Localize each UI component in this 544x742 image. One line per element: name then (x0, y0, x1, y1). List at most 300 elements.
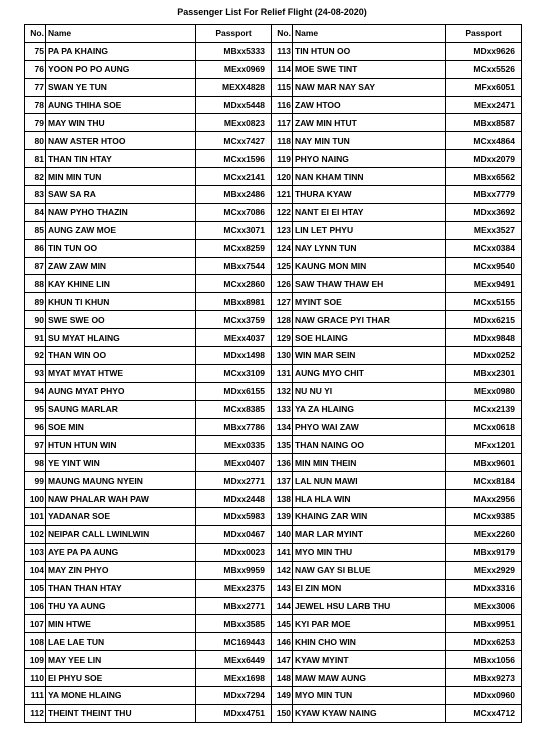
table-row (272, 454, 522, 472)
table-row (272, 651, 522, 669)
passenger-number: 135 (272, 436, 293, 454)
table-row (25, 615, 272, 633)
passport-number: MExx2471 (446, 96, 522, 114)
passenger-name: YA ZA HLAING (293, 400, 446, 418)
passport-number: MCxx0618 (446, 418, 522, 436)
passport-number: MDxx6215 (446, 311, 522, 329)
passport-number: MDxx3316 (446, 579, 522, 597)
passenger-name: KHAING ZAR WIN (293, 508, 446, 526)
table-row (272, 293, 522, 311)
passport-number: MBxx9273 (446, 669, 522, 687)
passenger-name: TIN TUN OO (46, 239, 196, 257)
table-row (25, 168, 272, 186)
table-row (272, 508, 522, 526)
passenger-number: 101 (25, 508, 46, 526)
passport-number: MAxx2956 (446, 490, 522, 508)
passenger-number: 130 (272, 347, 293, 365)
passport-number: MCxx2141 (196, 168, 272, 186)
passenger-number: 107 (25, 615, 46, 633)
passenger-number: 134 (272, 418, 293, 436)
passenger-number: 97 (25, 436, 46, 454)
passenger-number: 96 (25, 418, 46, 436)
passenger-number: 89 (25, 293, 46, 311)
passport-number: MDxx5983 (196, 508, 272, 526)
passenger-number: 125 (272, 257, 293, 275)
passport-number: MExx9491 (446, 275, 522, 293)
passenger-number: 79 (25, 114, 46, 132)
table-row (25, 454, 272, 472)
table-row (272, 704, 522, 722)
table-row (25, 114, 272, 132)
passenger-number: 100 (25, 490, 46, 508)
passport-number: MExx0823 (196, 114, 272, 132)
passenger-number: 119 (272, 150, 293, 168)
passenger-name: NAW GAY SI BLUE (293, 561, 446, 579)
table-row (25, 508, 272, 526)
table-row (25, 633, 272, 651)
passport-number: MCxx2139 (446, 400, 522, 418)
passenger-number: 139 (272, 508, 293, 526)
passport-number: MDxx0023 (196, 543, 272, 561)
passport-number: MC169443 (196, 633, 272, 651)
passport-number: MDxx3692 (446, 203, 522, 221)
passenger-number: 104 (25, 561, 46, 579)
passport-number: MCxx3109 (196, 364, 272, 382)
passenger-name: NAY LYNN TUN (293, 239, 446, 257)
table-row (272, 78, 522, 96)
passenger-number: 95 (25, 400, 46, 418)
passenger-number: 147 (272, 651, 293, 669)
passenger-name: LIN LET PHYU (293, 221, 446, 239)
passenger-number: 102 (25, 525, 46, 543)
passenger-number: 91 (25, 329, 46, 347)
passport-number: MBxx9179 (446, 543, 522, 561)
passenger-number: 124 (272, 239, 293, 257)
passenger-name: NAN KHAM TINN (293, 168, 446, 186)
table-row (25, 150, 272, 168)
passenger-number: 106 (25, 597, 46, 615)
passport-number: MExx6449 (196, 651, 272, 669)
passport-number: MDxx6155 (196, 382, 272, 400)
passenger-name: EI ZIN MON (293, 579, 446, 597)
table-row (25, 382, 272, 400)
passenger-name: KYAW MYINT (293, 651, 446, 669)
passenger-name: MIN MIN THEIN (293, 454, 446, 472)
passenger-number: 103 (25, 543, 46, 561)
table-row (272, 257, 522, 275)
table-row (25, 347, 272, 365)
passenger-number: 118 (272, 132, 293, 150)
passenger-number: 98 (25, 454, 46, 472)
table-row (272, 42, 522, 60)
passenger-number: 129 (272, 329, 293, 347)
passenger-name: KAY KHINE LIN (46, 275, 196, 293)
passenger-name: MIN MIN TUN (46, 168, 196, 186)
passport-number: MDxx2079 (446, 150, 522, 168)
passenger-name: MIN HTWE (46, 615, 196, 633)
passport-number: MBxx7544 (196, 257, 272, 275)
table-row (272, 579, 522, 597)
table-row (272, 60, 522, 78)
passport-number: MDxx9848 (446, 329, 522, 347)
passport-number: MCxx3759 (196, 311, 272, 329)
passport-number: MBxx8981 (196, 293, 272, 311)
table-row (272, 633, 522, 651)
passenger-name: AUNG MYO CHIT (293, 364, 446, 382)
passport-number: MDxx0467 (196, 525, 272, 543)
table-row (25, 400, 272, 418)
passenger-name: MYO MIN THU (293, 543, 446, 561)
passenger-name: LAE LAE TUN (46, 633, 196, 651)
document-title: Passenger List For Relief Flight (24-08-2020) (177, 7, 367, 17)
passport-number: MDxx1498 (196, 347, 272, 365)
passenger-name: YA MONE HLAING (46, 686, 196, 704)
passport-number: MCxx8385 (196, 400, 272, 418)
passport-number: MCxx5526 (446, 60, 522, 78)
passport-number: MBxx1056 (446, 651, 522, 669)
passenger-number: 150 (272, 704, 293, 722)
passenger-name: PA PA KHAING (46, 42, 196, 60)
passenger-name: MAY ZIN PHYO (46, 561, 196, 579)
passport-number: MExx0335 (196, 436, 272, 454)
table-row (25, 221, 272, 239)
table-row (272, 168, 522, 186)
header-no: No. (272, 25, 293, 43)
passport-number: MBxx7786 (196, 418, 272, 436)
table-row (25, 311, 272, 329)
passenger-name: YADANAR SOE (46, 508, 196, 526)
passenger-number: 141 (272, 543, 293, 561)
passenger-name: ZAW ZAW MIN (46, 257, 196, 275)
passport-number: MDxx0252 (446, 347, 522, 365)
passport-number: MDxx5448 (196, 96, 272, 114)
passenger-name: THU YA AUNG (46, 597, 196, 615)
passenger-name: MAR LAR MYINT (293, 525, 446, 543)
passenger-number: 113 (272, 42, 293, 60)
passenger-name: NAW MAR NAY SAY (293, 78, 446, 96)
passenger-number: 114 (272, 60, 293, 78)
passenger-name: MYINT SOE (293, 293, 446, 311)
table-row (272, 490, 522, 508)
table-row (25, 704, 272, 722)
passenger-number: 136 (272, 454, 293, 472)
table-row (25, 364, 272, 382)
passenger-number: 85 (25, 221, 46, 239)
passenger-name: WIN MAR SEIN (293, 347, 446, 365)
passenger-name: MAW MAW AUNG (293, 669, 446, 687)
passenger-name: KYAW KYAW NAING (293, 704, 446, 722)
passenger-name: SU MYAT HLAING (46, 329, 196, 347)
passport-number: MCxx7427 (196, 132, 272, 150)
table-row (25, 472, 272, 490)
passport-number: MFxx1201 (446, 436, 522, 454)
passport-number: MCxx0384 (446, 239, 522, 257)
passenger-rows-right (272, 42, 522, 722)
table-row (272, 203, 522, 221)
passenger-number: 144 (272, 597, 293, 615)
passenger-number: 82 (25, 168, 46, 186)
passenger-name: ZAW HTOO (293, 96, 446, 114)
passenger-rows-left (25, 42, 272, 722)
passport-number: MExx0980 (446, 382, 522, 400)
passenger-name: SWE SWE OO (46, 311, 196, 329)
passenger-number: 77 (25, 78, 46, 96)
passenger-number: 76 (25, 60, 46, 78)
passenger-number: 145 (272, 615, 293, 633)
table-row (272, 472, 522, 490)
passenger-name: THAN NAING OO (293, 436, 446, 454)
passport-number: MBxx2486 (196, 186, 272, 204)
passport-number: MBxx7779 (446, 186, 522, 204)
table-row (25, 543, 272, 561)
passport-number: MExx2929 (446, 561, 522, 579)
passport-number: MExx3527 (446, 221, 522, 239)
passport-number: MExx2375 (196, 579, 272, 597)
passenger-number: 78 (25, 96, 46, 114)
passenger-name: TIN HTUN OO (293, 42, 446, 60)
table-row (272, 347, 522, 365)
passenger-name: PHYO WAI ZAW (293, 418, 446, 436)
passenger-number: 87 (25, 257, 46, 275)
table-row (272, 543, 522, 561)
table-row (25, 525, 272, 543)
passenger-name: MAY YEE LIN (46, 651, 196, 669)
passenger-number: 142 (272, 561, 293, 579)
table-row (272, 221, 522, 239)
passenger-number: 111 (25, 686, 46, 704)
header-passport: Passport (446, 25, 522, 43)
passport-number: MBxx9951 (446, 615, 522, 633)
passport-number: MDxx7294 (196, 686, 272, 704)
table-row (272, 436, 522, 454)
passenger-name: NAW PHALAR WAH PAW (46, 490, 196, 508)
passenger-name: EI PHYU SOE (46, 669, 196, 687)
passenger-name: THAN TIN HTAY (46, 150, 196, 168)
table-row (272, 132, 522, 150)
passenger-number: 108 (25, 633, 46, 651)
table-row (25, 418, 272, 436)
table-row (25, 239, 272, 257)
passenger-name: THAN THAN HTAY (46, 579, 196, 597)
passenger-number: 81 (25, 150, 46, 168)
passport-number: MDxx6253 (446, 633, 522, 651)
passport-number: MDxx2448 (196, 490, 272, 508)
passport-number: MBxx5333 (196, 42, 272, 60)
passenger-number: 143 (272, 579, 293, 597)
table-row (272, 150, 522, 168)
passport-number: MExx3006 (446, 597, 522, 615)
passport-number: MBxx6562 (446, 168, 522, 186)
passenger-number: 140 (272, 525, 293, 543)
passenger-name: SOE HLAING (293, 329, 446, 347)
passenger-table-right (271, 24, 522, 723)
passport-number: MCxx9540 (446, 257, 522, 275)
passenger-number: 84 (25, 203, 46, 221)
passport-number: MCxx4712 (446, 704, 522, 722)
passenger-number: 117 (272, 114, 293, 132)
passenger-name: AYE PA PA AUNG (46, 543, 196, 561)
passenger-number: 92 (25, 347, 46, 365)
passenger-number: 132 (272, 382, 293, 400)
passenger-name: KYI PAR MOE (293, 615, 446, 633)
passenger-name: MYO MIN TUN (293, 686, 446, 704)
passport-number: MExx0407 (196, 454, 272, 472)
passenger-number: 112 (25, 704, 46, 722)
passenger-number: 88 (25, 275, 46, 293)
passenger-name: HTUN HTUN WIN (46, 436, 196, 454)
table-row (272, 329, 522, 347)
passenger-name: NAY MIN TUN (293, 132, 446, 150)
passenger-table-left (24, 24, 272, 723)
passenger-name: NU NU YI (293, 382, 446, 400)
passenger-name: MYAT MYAT HTWE (46, 364, 196, 382)
passenger-number: 110 (25, 669, 46, 687)
header-name: Name (293, 25, 446, 43)
passenger-name: HLA HLA WIN (293, 490, 446, 508)
table-row (25, 669, 272, 687)
passport-number: MCxx4864 (446, 132, 522, 150)
passenger-name: YE YINT WIN (46, 454, 196, 472)
passenger-number: 90 (25, 311, 46, 329)
passport-number: MCxx2860 (196, 275, 272, 293)
table-row (25, 42, 272, 60)
passenger-number: 131 (272, 364, 293, 382)
passenger-number: 128 (272, 311, 293, 329)
table-row (25, 257, 272, 275)
passport-number: MDxx9626 (446, 42, 522, 60)
passenger-number: 93 (25, 364, 46, 382)
passenger-name: SOE MIN (46, 418, 196, 436)
table-row (272, 114, 522, 132)
passport-number: MBxx8587 (446, 114, 522, 132)
table-row (272, 364, 522, 382)
passenger-number: 109 (25, 651, 46, 669)
passenger-name: SAW THAW THAW EH (293, 275, 446, 293)
passenger-name: NEIPAR CALL LWINLWIN (46, 525, 196, 543)
passenger-number: 137 (272, 472, 293, 490)
passenger-name: AUNG MYAT PHYO (46, 382, 196, 400)
passenger-name: SAW SA RA (46, 186, 196, 204)
passenger-number: 127 (272, 293, 293, 311)
passenger-number: 133 (272, 400, 293, 418)
passport-number: MExx0969 (196, 60, 272, 78)
table-row (272, 96, 522, 114)
passenger-name: NAW ASTER HTOO (46, 132, 196, 150)
passport-number: MCxx7086 (196, 203, 272, 221)
passenger-number: 149 (272, 686, 293, 704)
table-row (272, 418, 522, 436)
passport-number: MDxx4751 (196, 704, 272, 722)
passenger-number: 121 (272, 186, 293, 204)
passport-number: MExx1698 (196, 669, 272, 687)
table-row (272, 311, 522, 329)
table-row (25, 329, 272, 347)
passenger-name: THURA KYAW (293, 186, 446, 204)
passenger-name: NANT EI EI HTAY (293, 203, 446, 221)
passenger-number: 83 (25, 186, 46, 204)
table-row (25, 561, 272, 579)
table-row (272, 597, 522, 615)
passenger-number: 80 (25, 132, 46, 150)
passport-number: MCxx3071 (196, 221, 272, 239)
passport-number: MBxx2301 (446, 364, 522, 382)
passenger-name: JEWEL HSU LARB THU (293, 597, 446, 615)
table-row (25, 186, 272, 204)
table-row (25, 293, 272, 311)
passenger-name: THEINT THEINT THU (46, 704, 196, 722)
passenger-number: 94 (25, 382, 46, 400)
table-row (25, 651, 272, 669)
table-row (25, 597, 272, 615)
passenger-name: AUNG THIHA SOE (46, 96, 196, 114)
passenger-number: 148 (272, 669, 293, 687)
passenger-number: 138 (272, 490, 293, 508)
passenger-name: NAW PYHO THAZIN (46, 203, 196, 221)
passport-number: MDxx2771 (196, 472, 272, 490)
table-row (272, 275, 522, 293)
passport-number: MBxx9601 (446, 454, 522, 472)
passport-number: MExx4037 (196, 329, 272, 347)
table-row (272, 239, 522, 257)
passenger-number: 75 (25, 42, 46, 60)
passport-number: MCxx8184 (446, 472, 522, 490)
table-row (25, 96, 272, 114)
passenger-name: NAW GRACE PYI THAR (293, 311, 446, 329)
table-row (272, 186, 522, 204)
passenger-name: LAL NUN MAWI (293, 472, 446, 490)
passport-number: MFxx6051 (446, 78, 522, 96)
table-row (272, 669, 522, 687)
table-row (272, 615, 522, 633)
table-row (25, 490, 272, 508)
table-row (272, 382, 522, 400)
header-no: No. (25, 25, 46, 43)
passenger-name: ZAW MIN HTUT (293, 114, 446, 132)
passenger-number: 86 (25, 239, 46, 257)
passenger-name: MAY WIN THU (46, 114, 196, 132)
passport-number: MCxx5155 (446, 293, 522, 311)
passenger-name: KHUN TI KHUN (46, 293, 196, 311)
table-row (272, 400, 522, 418)
table-row (25, 686, 272, 704)
passport-number: MDxx0960 (446, 686, 522, 704)
passport-number: MBxx9959 (196, 561, 272, 579)
passport-number: MEXX4828 (196, 78, 272, 96)
passenger-name: MAUNG MAUNG NYEIN (46, 472, 196, 490)
table-row (272, 686, 522, 704)
table-header-row (272, 25, 522, 43)
passport-number: MCxx1596 (196, 150, 272, 168)
table-row (25, 275, 272, 293)
table-header-row (25, 25, 272, 43)
passenger-name: SWAN YE TUN (46, 78, 196, 96)
passenger-name: PHYO NAING (293, 150, 446, 168)
passenger-name: MOE SWE TINT (293, 60, 446, 78)
passport-number: MBxx3585 (196, 615, 272, 633)
passenger-name: AUNG ZAW MOE (46, 221, 196, 239)
passenger-name: SAUNG MARLAR (46, 400, 196, 418)
passenger-number: 99 (25, 472, 46, 490)
table-row (272, 561, 522, 579)
header-name: Name (46, 25, 196, 43)
table-row (25, 60, 272, 78)
passport-number: MCxx8259 (196, 239, 272, 257)
header-passport: Passport (196, 25, 272, 43)
passport-number: MExx2260 (446, 525, 522, 543)
passenger-name: YOON PO PO AUNG (46, 60, 196, 78)
passenger-number: 116 (272, 96, 293, 114)
passport-number: MBxx2771 (196, 597, 272, 615)
